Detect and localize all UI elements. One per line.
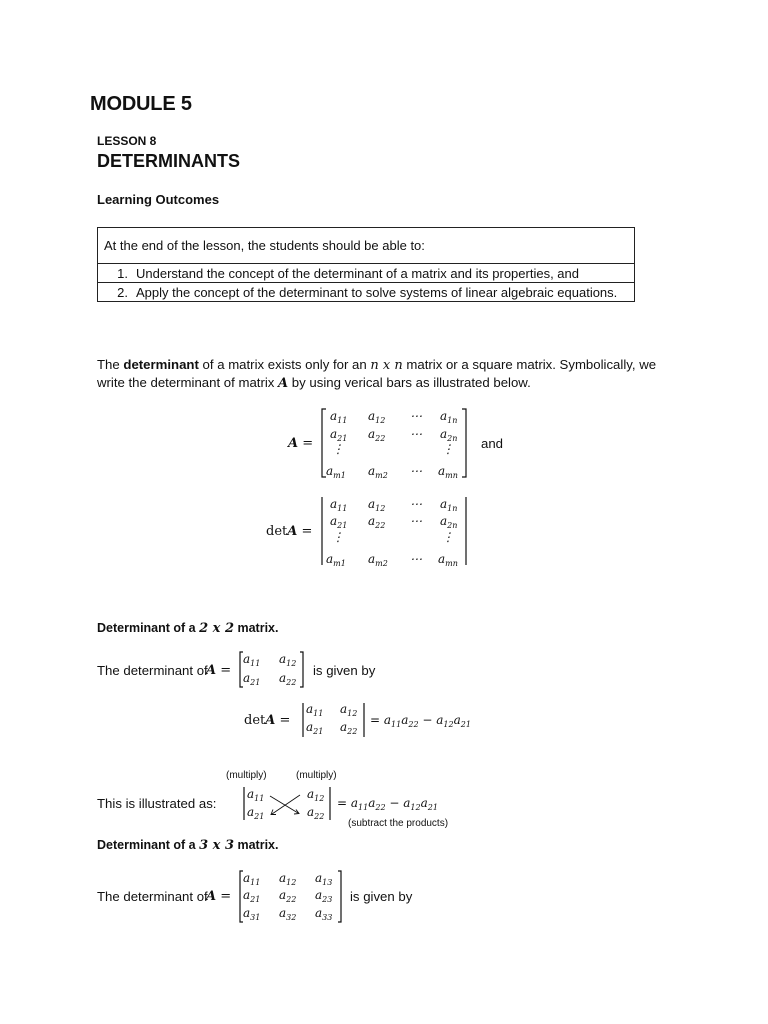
- det-row-4: $a_{m1}$ $a_{m2}$ ⋯ $a_{mn}$: [326, 552, 458, 568]
- table-intro-cell: At the end of the lesson, the students should be able to:: [98, 228, 635, 264]
- matrix-3x3-row-1: $a_{11}$ $a_{12}$ $a_{13}$: [243, 871, 333, 887]
- text: Determinant of a: [97, 621, 200, 635]
- matrix-a-row-1: $a_{11}$ $a_{12}$ ⋯ $a_{1n}$: [330, 409, 458, 425]
- intro-paragraph-line-2: [97, 375, 531, 391]
- table-row: [98, 264, 635, 283]
- math-2x2: 2 x 2: [199, 621, 235, 636]
- section-2x2-heading: [97, 621, 278, 636]
- illustrated-a21: $a_{21}$: [247, 805, 265, 821]
- outcome-number: 2.: [117, 284, 128, 300]
- matrix-3x3-row-2: $a_{21}$ $a_{22}$ $a_{23}$: [243, 888, 333, 904]
- det-row-1: $a_{11}$ $a_{12}$ ⋯ $a_{1n}$: [330, 497, 458, 513]
- text: of a matrix exists only for an: [198, 357, 371, 372]
- illustrated-a12: $a_{12}$: [307, 787, 325, 803]
- text: matrix or a square matrix. Symbolically, we: [402, 357, 657, 372]
- det-a-lhs: [266, 524, 312, 539]
- det-2x2-lhs: A =: [206, 663, 232, 678]
- outcome-text: Apply the concept of the determinant to solve systems of linear algebraic equations.: [136, 284, 618, 300]
- outcome-text: Understand the concept of the determinant of a matrix and its properties, and: [136, 265, 579, 281]
- lesson-number: LESSON 8: [97, 134, 157, 148]
- and-text: and: [481, 436, 504, 451]
- text: by using verical bars as illustrated below.: [288, 375, 531, 390]
- subtract-note: (subtract the products): [348, 818, 449, 829]
- outcome-item-1: [98, 264, 635, 283]
- matrix-2x2-row-2: $a_{21}$ $a_{22}$: [243, 671, 297, 687]
- det-2x2-row-2: $a_{21}$ $a_{22}$: [306, 720, 358, 736]
- matrix-3x3-row-3: $a_{31}$ $a_{32}$ $a_{33}$: [243, 906, 333, 922]
- term-determinant: determinant: [123, 357, 199, 372]
- multiply-label-left: (multiply): [226, 770, 267, 781]
- det-2x2-intro: [97, 663, 208, 678]
- text: The: [97, 357, 124, 372]
- illustrated-a11: $a_{11}$: [247, 787, 265, 803]
- det-row-2: $a_{21}$ $a_{22}$ ⋯ $a_{2n}$: [330, 514, 458, 530]
- matrix-a-row-3: ⋮ ⋮: [332, 442, 454, 456]
- det-2x2-rhs: = $a_{11}a_{22} - a_{12}a_{21}$: [370, 713, 471, 729]
- illustrated-label: This is illustrated as:: [97, 796, 217, 811]
- det-operator: det: [266, 524, 288, 539]
- equals: =: [301, 524, 313, 539]
- is-given-by: is given by: [313, 663, 376, 678]
- text: write the determinant of matrix: [97, 375, 279, 390]
- det-2x2-row-1: $a_{11}$ $a_{12}$: [306, 702, 358, 718]
- intro-paragraph-line-1: [97, 357, 656, 373]
- matrix-symbol: A: [287, 524, 298, 539]
- illustrated-a22: $a_{22}$: [307, 805, 325, 821]
- illustrated-rhs: = $a_{11}a_{22} - a_{12}a_{21}$: [337, 796, 438, 812]
- math-matrix-a: A: [278, 376, 289, 391]
- multiply-label-right: (multiply): [296, 770, 337, 781]
- lesson-title: DETERMINANTS: [97, 151, 240, 171]
- math-n-by-n: n x n: [370, 358, 403, 373]
- table-row: [98, 283, 635, 302]
- outcome-item-2: [98, 283, 635, 302]
- matrix-a-lhs: A =: [288, 436, 314, 451]
- matrix-2x2-row-1: $a_{11}$ $a_{12}$: [243, 652, 297, 668]
- det-2x2-formula-lhs: detA =: [244, 713, 291, 728]
- text: The determinant of: [97, 889, 208, 904]
- det-row-3: ⋮ ⋮: [332, 530, 454, 544]
- text: matrix.: [234, 621, 279, 635]
- matrix-a-row-2: $a_{21}$ $a_{22}$ ⋯ $a_{2n}$: [330, 427, 458, 443]
- learning-outcomes-heading: Learning Outcomes: [97, 192, 220, 207]
- text: matrix.: [234, 838, 279, 852]
- section-3x3-heading: [97, 838, 278, 853]
- learning-outcomes-table: [97, 227, 635, 302]
- outcome-number: 1.: [117, 265, 128, 281]
- is-given-by-3x3: is given by: [350, 889, 413, 904]
- text: The determinant of: [97, 663, 208, 678]
- matrix-a-row-4: $a_{m1}$ $a_{m2}$ ⋯ $a_{mn}$: [326, 464, 458, 480]
- table-row: [98, 228, 635, 264]
- text: Determinant of a: [97, 838, 200, 852]
- det-3x3-intro: [97, 889, 208, 904]
- det-3x3-lhs: A =: [206, 889, 232, 904]
- module-title: MODULE 5: [90, 93, 192, 115]
- math-3x3: 3 x 3: [199, 838, 235, 853]
